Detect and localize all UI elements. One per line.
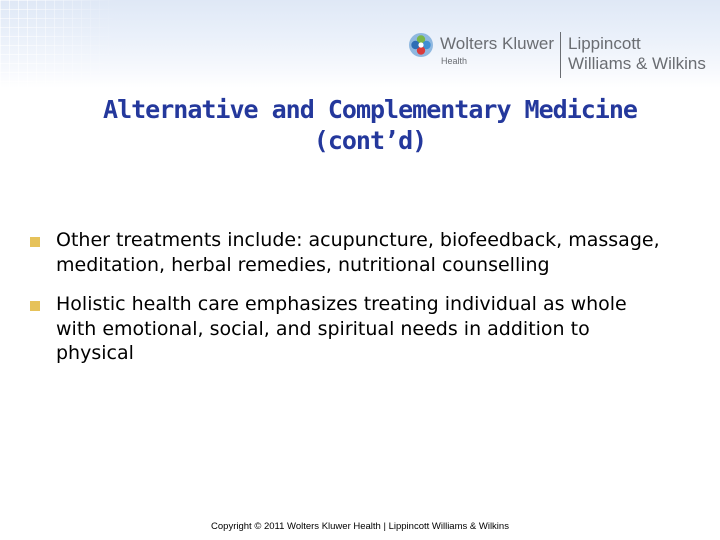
wolters-kluwer-name: Wolters Kluwer bbox=[440, 34, 554, 53]
header-band bbox=[0, 0, 720, 88]
bullet-text: Holistic health care emphasizes treating individual as whole with emotional, social, and spiritual needs in addition to physical bbox=[56, 293, 627, 364]
slide-title-line-2: (cont’d) bbox=[313, 126, 427, 155]
logo-divider bbox=[560, 32, 561, 78]
header-grid-pattern bbox=[0, 0, 120, 88]
bullet-item bbox=[30, 228, 670, 277]
lippincott-name: Lippincott bbox=[568, 34, 641, 53]
slide-title-line-1: Alternative and Complementary Medicine bbox=[103, 95, 637, 124]
williams-wilkins-name: Williams & Wilkins bbox=[568, 54, 706, 73]
bullet-text: Other treatments include: acupuncture, biofeedback, massage, meditation, herbal remedies, nutritional counselling bbox=[56, 229, 660, 276]
wolters-kluwer-logo-icon bbox=[408, 32, 434, 58]
square-bullet-icon bbox=[30, 237, 40, 247]
bullet-list bbox=[30, 228, 670, 381]
publisher-logo bbox=[408, 30, 716, 80]
wolters-kluwer-health-label: Health bbox=[441, 56, 468, 66]
slide-title bbox=[20, 94, 720, 156]
copyright-footer: Copyright © 2011 Wolters Kluwer Health | Lippincott Williams & Wilkins bbox=[211, 521, 509, 532]
bullet-item bbox=[30, 292, 670, 366]
square-bullet-icon bbox=[30, 301, 40, 311]
